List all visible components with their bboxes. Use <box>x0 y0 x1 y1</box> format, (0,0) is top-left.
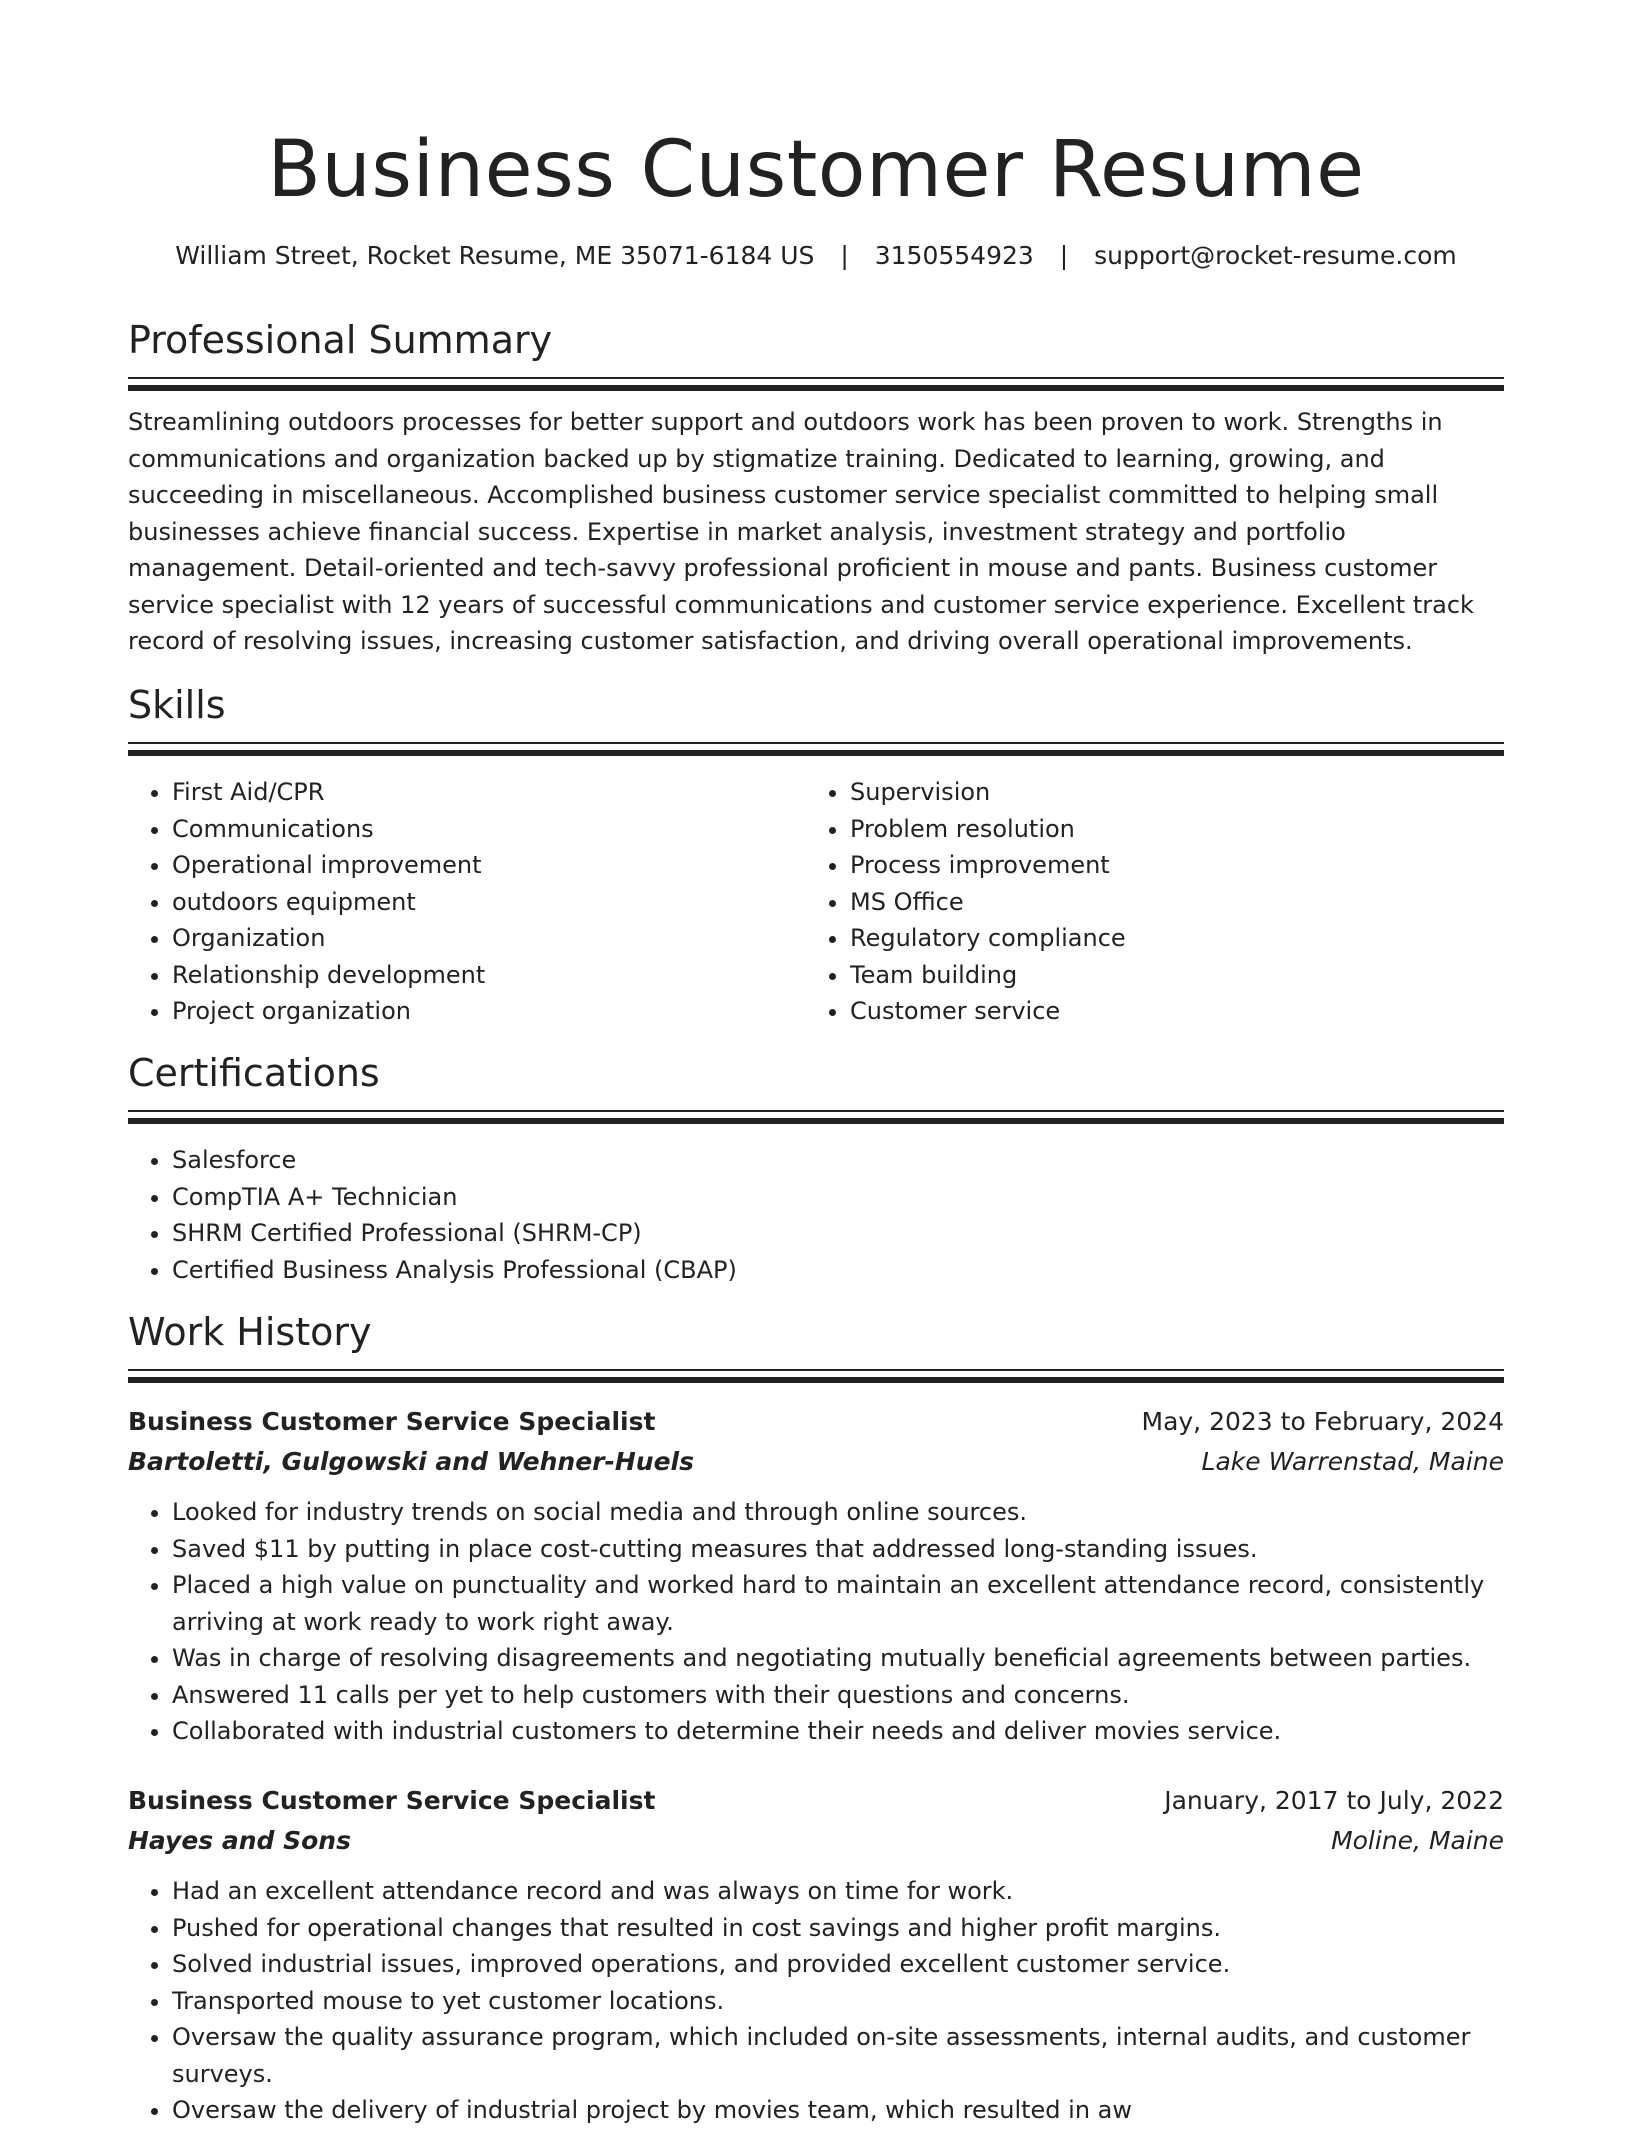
job-title: Business Customer Service Specialist <box>128 1407 656 1436</box>
skill-item: • Regulatory compliance <box>850 920 1486 957</box>
resume-title: Business Customer Resume <box>267 125 1365 215</box>
certifications-list <box>128 1142 1504 1288</box>
skill-item: • Customer service <box>850 993 1486 1030</box>
job-title: Business Customer Service Specialist <box>128 1786 656 1815</box>
job-bullet: • Transported mouse to yet customer locations. <box>172 1983 1504 2020</box>
skill-item: • MS Office <box>850 884 1486 921</box>
section-divider <box>128 750 1504 756</box>
job-entry <box>128 1402 1504 1750</box>
contact-line <box>128 236 1504 276</box>
job-company: Hayes and Sons <box>128 1826 351 1855</box>
section-divider <box>128 1377 1504 1383</box>
job-bullet: • Oversaw the quality assurance program, which included on-site assessments, internal audits, and customer surveys. <box>172 2019 1504 2092</box>
skills-column-right <box>806 774 1486 1030</box>
contact-address: William Street, Rocket Resume, ME 35071-6184 US <box>175 241 815 270</box>
job-dates: January, 2017 to July, 2022 <box>1164 1786 1504 1815</box>
job-bullet: • Looked for industry trends on social media and through online sources. <box>172 1494 1504 1531</box>
skill-item: • Process improvement <box>850 847 1486 884</box>
job-bullet: • Collaborated with industrial customers to determine their needs and deliver movies service. <box>172 1713 1504 1750</box>
job-bullets <box>128 1873 1504 2129</box>
job-dates: May, 2023 to February, 2024 <box>1141 1407 1504 1436</box>
contact-separator: | <box>1059 241 1069 270</box>
skills-heading: Skills <box>128 683 226 727</box>
certification-item: • Salesforce <box>172 1142 1504 1179</box>
section-divider <box>128 377 1504 379</box>
job-header-row <box>128 1781 1504 1821</box>
job-employer-row <box>128 1821 1504 1861</box>
job-bullet: • Solved industrial issues, improved operations, and provided excellent customer service. <box>172 1946 1504 1983</box>
certification-item: • Certified Business Analysis Professional (CBAP) <box>172 1252 1504 1289</box>
skill-item: • Operational improvement <box>172 847 808 884</box>
job-employer-row <box>128 1442 1504 1482</box>
job-location: Lake Warrenstad, Maine <box>1201 1447 1504 1476</box>
job-bullet: • Placed a high value on punctuality and worked hard to maintain an excellent attendance record, consistently arriving at work ready to work right away. <box>172 1567 1504 1640</box>
section-divider <box>128 1118 1504 1124</box>
certification-item: • CompTIA A+ Technician <box>172 1179 1504 1216</box>
skill-item: • Relationship development <box>172 957 808 994</box>
skill-item: • Organization <box>172 920 808 957</box>
job-entry <box>128 1781 1504 2129</box>
job-company: Bartoletti, Gulgowski and Wehner-Huels <box>128 1447 694 1476</box>
job-header-row <box>128 1402 1504 1442</box>
certification-item: • SHRM Certified Professional (SHRM-CP) <box>172 1215 1504 1252</box>
certifications-heading: Certifications <box>128 1051 380 1095</box>
job-bullets <box>128 1494 1504 1750</box>
skill-item: • Problem resolution <box>850 811 1486 848</box>
certifications-section-header <box>128 1048 1504 1124</box>
skills-section-header <box>128 680 1504 756</box>
skill-item: • Communications <box>172 811 808 848</box>
contact-email: support@rocket-resume.com <box>1094 241 1457 270</box>
summary-text: Streamlining outdoors processes for better support and outdoors work has been proven to work. Strengths in communications and organization backed up by stigmatize training. Dedicated to learning, growing, and succeeding in miscellaneous. Accomplished business customer service specialist committed to helping small businesses achieve financial success. Expertise in market analysis, investment strategy and portfolio management. Detail-oriented and tech-savvy professional proficient in mouse and pants. Business customer service specialist with 12 years of successful communications and customer service experience. Excellent track record of resolving issues, increasing customer satisfaction, and driving overall operational improvements. <box>128 408 1474 655</box>
work-heading: Work History <box>128 1310 372 1354</box>
contact-phone: 3150554923 <box>874 241 1034 270</box>
section-divider <box>128 1369 1504 1371</box>
skill-item: • outdoors equipment <box>172 884 808 921</box>
skill-item: • Project organization <box>172 993 808 1030</box>
job-bullet: • Saved $11 by putting in place cost-cutting measures that addressed long-standing issues. <box>172 1531 1504 1568</box>
job-bullet: • Was in charge of resolving disagreements and negotiating mutually beneficial agreements between parties. <box>172 1640 1504 1677</box>
summary-section-header <box>128 315 1504 391</box>
job-bullet: • Pushed for operational changes that resulted in cost savings and higher profit margins. <box>172 1910 1504 1947</box>
job-location: Moline, Maine <box>1331 1826 1504 1855</box>
section-divider <box>128 1110 1504 1112</box>
skill-item: • First Aid/CPR <box>172 774 808 811</box>
job-bullet: • Had an excellent attendance record and was always on time for work. <box>172 1873 1504 1910</box>
section-divider <box>128 742 1504 744</box>
job-bullet: • Answered 11 calls per yet to help customers with their questions and concerns. <box>172 1677 1504 1714</box>
contact-separator: | <box>840 241 849 270</box>
skill-item: • Supervision <box>850 774 1486 811</box>
section-divider <box>128 385 1504 391</box>
work-section-header <box>128 1307 1504 1383</box>
skill-item: • Team building <box>850 957 1486 994</box>
job-bullet: • Oversaw the delivery of industrial project by movies team, which resulted in aw <box>172 2092 1504 2129</box>
summary-heading: Professional Summary <box>128 318 553 362</box>
skills-column-left <box>128 774 808 1030</box>
